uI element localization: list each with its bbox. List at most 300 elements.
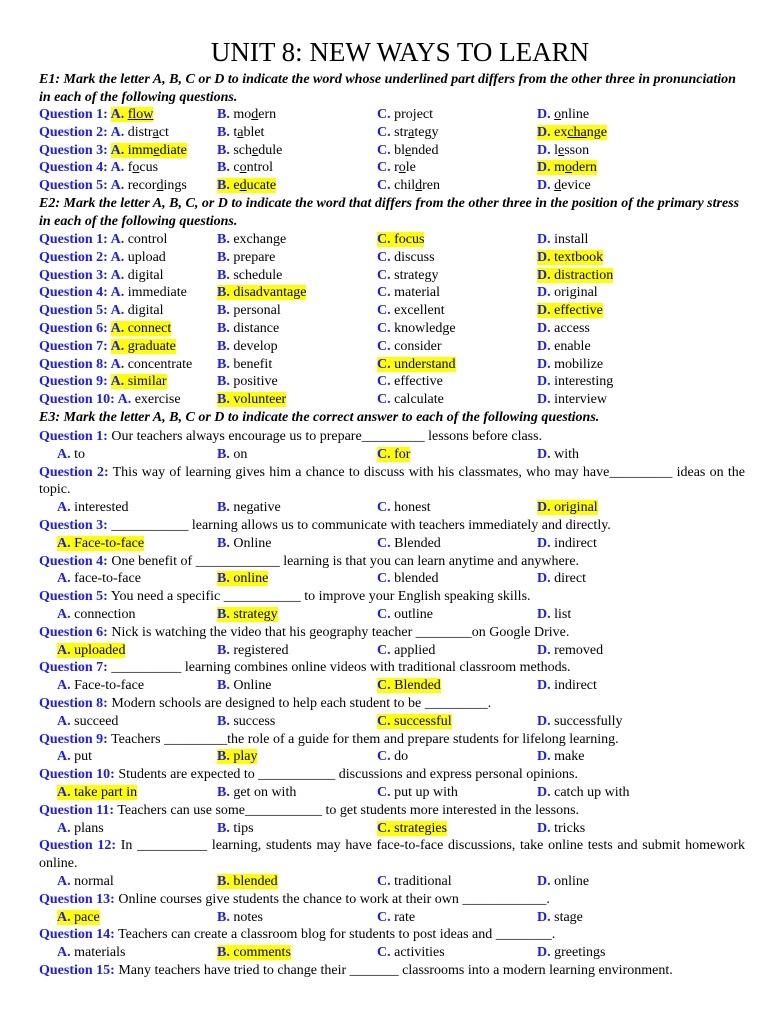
option-word: mobilize: [554, 356, 604, 372]
option-word: schedule: [233, 267, 283, 283]
option-word: negative: [233, 500, 281, 516]
answer-option: [39, 267, 163, 285]
answer-option: [39, 142, 187, 160]
option-word: make: [554, 749, 585, 765]
option-word: consider: [394, 338, 442, 354]
option-word: enable: [554, 338, 591, 354]
e1-question-row: [0, 177, 768, 195]
question-stem: [39, 517, 745, 535]
option-word: exercise: [134, 392, 181, 408]
option-word: uploaded: [74, 642, 126, 658]
underlined-part: d: [554, 178, 562, 194]
option-text: [377, 321, 456, 336]
option-letter: C.: [377, 232, 395, 247]
underlined-part: d: [156, 178, 164, 194]
answer-option: [39, 159, 158, 177]
option-text: [217, 910, 263, 925]
option-text: [377, 910, 415, 925]
option-letter: B.: [217, 571, 234, 587]
option-word: prepare: [233, 249, 276, 265]
option-letter: A.: [57, 571, 75, 587]
option-word: exchange: [233, 232, 287, 247]
answer-option: [217, 535, 271, 553]
answer-option: [377, 284, 440, 302]
word-part: ct: [158, 124, 169, 140]
option-text: [217, 160, 273, 175]
option-word: successful: [394, 713, 452, 729]
e3-options-row: [0, 606, 768, 624]
option-text: [57, 571, 141, 586]
answer-option: [39, 106, 153, 124]
correct-answer-highlight: [217, 178, 276, 193]
option-word: direct: [554, 571, 586, 587]
answer-option: [537, 338, 591, 356]
option-word: effective: [554, 303, 603, 319]
option-letter: C.: [377, 500, 395, 516]
answer-option: [537, 391, 607, 409]
word-part: ect: [416, 107, 434, 122]
question-label: Question 5:: [39, 178, 111, 194]
word-part: pro: [394, 107, 413, 122]
answer-option: [377, 124, 438, 142]
option-text: [111, 160, 158, 175]
e3-options-row: [0, 570, 768, 588]
option-letter: C.: [377, 713, 395, 729]
option-text: [377, 392, 444, 407]
question-text: Teachers can use some___________ to get students more interested in the lessons.: [114, 802, 580, 818]
answer-option: [537, 606, 571, 624]
option-letter: D.: [537, 374, 555, 390]
answer-option: [537, 446, 579, 464]
option-text: [111, 125, 169, 140]
option-letter: D.: [537, 267, 555, 283]
option-text: [217, 143, 282, 158]
option-text: [111, 285, 187, 300]
option-letter: D.: [537, 820, 555, 836]
option-text: [377, 178, 440, 193]
option-text: [377, 945, 445, 960]
option-letter: D.: [537, 392, 555, 408]
option-word: interview: [554, 392, 607, 408]
answer-option: [537, 177, 591, 195]
option-word: knowledge: [394, 321, 456, 336]
question-label: Question 14:: [39, 927, 115, 943]
e3-options-row: [0, 677, 768, 695]
option-letter: D.: [537, 749, 555, 765]
question-text: Nick is watching the video that his geography teacher ________on Google Drive.: [107, 624, 570, 640]
question-text: Our teachers always encourage us to prepare_________ lessons before class.: [107, 429, 543, 444]
correct-answer-highlight: [377, 821, 447, 836]
option-text: [377, 268, 438, 283]
word-part: nline: [561, 107, 590, 122]
option-text: [57, 447, 85, 462]
word-part: cus: [139, 160, 159, 176]
answer-option: [217, 570, 268, 588]
option-text: [111, 303, 164, 318]
option-text: [111, 250, 166, 265]
option-word: discuss: [394, 249, 435, 265]
option-letter: A.: [57, 945, 75, 961]
option-word: distance: [233, 321, 280, 336]
question-stem: [39, 962, 745, 980]
question-stem: [39, 624, 745, 642]
option-text: [377, 536, 441, 551]
e3-options-row: [0, 499, 768, 517]
option-letter: A.: [117, 392, 135, 408]
option-letter: C.: [377, 571, 395, 587]
answer-option: [537, 142, 589, 160]
answer-option: [537, 302, 603, 320]
word-part: m: [554, 160, 566, 176]
underlined-part: e: [558, 142, 565, 158]
option-letter: C.: [377, 285, 395, 301]
question-stem: [39, 837, 745, 873]
answer-option: [377, 820, 447, 838]
answer-option: [217, 446, 247, 464]
question-label: Question 5:: [39, 303, 111, 319]
option-word: blended: [233, 874, 278, 889]
answer-option: [377, 606, 433, 624]
option-text: [111, 357, 193, 372]
option-word: applied: [394, 642, 436, 658]
underlined-part: a: [237, 124, 244, 140]
correct-answer-highlight: [377, 357, 456, 372]
option-letter: C.: [377, 160, 395, 176]
option-text: [377, 285, 440, 300]
correct-answer-highlight: [217, 392, 286, 407]
option-word: list: [554, 607, 572, 622]
option-letter: D.: [537, 500, 555, 516]
word-part: dern: [572, 160, 597, 176]
option-word: develop: [233, 338, 278, 354]
option-letter: C.: [377, 820, 395, 836]
option-word: disadvantage: [233, 285, 307, 301]
option-text: [377, 339, 442, 354]
option-word: notes: [233, 909, 263, 925]
question-label: Question 5:: [39, 589, 108, 605]
option-letter: A.: [110, 338, 128, 354]
correct-answer-highlight: [111, 374, 167, 389]
word-part: nge: [586, 124, 607, 140]
option-word: digital: [127, 303, 164, 319]
option-letter: A.: [110, 285, 128, 301]
question-label: Question 6:: [39, 321, 111, 336]
option-word: plans: [74, 820, 104, 836]
option-letter: B.: [217, 820, 234, 836]
option-letter: C.: [377, 374, 395, 390]
underlined-part: o: [554, 107, 562, 122]
option-word: pace: [74, 909, 100, 925]
option-letter: C.: [377, 678, 395, 694]
option-text: [57, 714, 118, 729]
answer-option: [217, 391, 286, 409]
option-word: materials: [74, 945, 126, 961]
answer-option: [217, 944, 291, 962]
option-word: excellent: [394, 303, 445, 319]
underlined-part: d: [239, 178, 247, 194]
word-part: c: [233, 160, 240, 176]
correct-answer-highlight: [217, 571, 268, 586]
answer-option: [57, 784, 137, 802]
option-word: comments: [233, 945, 291, 961]
option-text: [537, 392, 607, 407]
word-part: recor: [127, 178, 157, 194]
option-text: [57, 607, 136, 622]
option-word: put: [74, 749, 93, 765]
option-letter: A.: [110, 374, 128, 390]
answer-option: [57, 713, 118, 731]
question-stem: [39, 464, 745, 500]
correct-answer-highlight: [57, 910, 100, 925]
option-letter: D.: [537, 874, 555, 889]
option-word: normal: [74, 874, 114, 889]
word-part: ings: [163, 178, 187, 194]
e3-options-row: [0, 748, 768, 766]
option-word: volunteer: [233, 392, 287, 408]
option-letter: B.: [217, 874, 234, 889]
word-part: ucate: [246, 178, 277, 194]
option-word: successfully: [554, 713, 623, 729]
answer-option: [57, 570, 141, 588]
option-letter: B.: [217, 535, 234, 551]
option-text: [217, 678, 271, 693]
option-letter: D.: [537, 642, 555, 658]
option-text: [537, 447, 579, 462]
option-letter: D.: [537, 607, 555, 622]
question-label: Question 8:: [39, 696, 108, 711]
question-text: This way of learning gives him a chance to discuss with his classmates, who may have_________ ideas on the topic.: [39, 464, 745, 498]
question-label: Question 2:: [39, 464, 109, 480]
option-letter: A.: [110, 232, 128, 247]
option-text: [111, 268, 164, 283]
word-part: chil: [394, 178, 416, 194]
option-letter: A.: [57, 607, 75, 622]
option-word: indirect: [554, 535, 597, 551]
answer-option: [377, 106, 433, 124]
option-letter: A.: [110, 249, 128, 265]
option-word: on: [233, 446, 248, 462]
option-text: [537, 178, 591, 193]
answer-option: [537, 284, 598, 302]
answer-option: [377, 748, 408, 766]
option-text: [537, 749, 584, 764]
option-word: Blended: [394, 535, 441, 551]
e3-options-row: [0, 873, 768, 891]
option-letter: B.: [217, 321, 234, 336]
option-text: [217, 821, 254, 836]
option-word: digital: [127, 267, 164, 283]
option-letter: C.: [377, 607, 395, 622]
option-letter: C.: [377, 785, 395, 800]
option-letter: A.: [110, 160, 128, 176]
answer-option: [537, 267, 613, 285]
question-text: Teachers _________the role of a guide for them and prepare students for lifelong learning.: [107, 731, 619, 747]
question-text: __________ learning combines online videos with traditional classroom methods.: [107, 660, 571, 676]
answer-option: [537, 873, 589, 891]
option-letter: C.: [377, 338, 395, 354]
answer-option: [39, 231, 167, 249]
question-label: Question 7:: [39, 338, 111, 354]
answer-option: [217, 713, 275, 731]
answer-option: [537, 159, 597, 177]
option-letter: C.: [377, 178, 395, 194]
option-text: [111, 232, 168, 247]
answer-option: [377, 338, 442, 356]
option-text: [537, 107, 589, 122]
question-label: Question 10:: [39, 767, 115, 783]
answer-option: [217, 873, 278, 891]
option-letter: A.: [110, 178, 128, 194]
option-letter: B.: [217, 374, 234, 390]
option-text: [118, 392, 181, 407]
option-text: [217, 268, 282, 283]
correct-answer-highlight: [217, 749, 257, 764]
e1-question-row: [0, 142, 768, 160]
option-text: [377, 160, 416, 175]
option-word: Face-to-face: [74, 535, 145, 551]
option-word: benefit: [233, 356, 273, 372]
answer-option: [217, 356, 272, 374]
answer-option: [537, 124, 607, 142]
option-text: [377, 143, 438, 158]
answer-option: [39, 320, 171, 338]
option-word: tricks: [554, 820, 586, 836]
option-word: honest: [394, 500, 431, 516]
e2-question-row: [0, 356, 768, 374]
option-word: do: [394, 749, 409, 765]
answer-option: [217, 106, 276, 124]
option-text: [57, 749, 92, 764]
correct-answer-highlight: [537, 160, 597, 175]
answer-option: [377, 142, 438, 160]
option-word: material: [394, 285, 440, 301]
option-word: original: [554, 500, 598, 516]
answer-option: [537, 642, 603, 660]
option-letter: D.: [537, 285, 555, 301]
answer-option: [377, 159, 416, 177]
answer-option: [57, 873, 114, 891]
question-label: Question 9:: [39, 374, 111, 390]
word-part: nded: [411, 142, 439, 158]
answer-option: [217, 642, 289, 660]
question-label: Question 9:: [39, 731, 108, 747]
answer-option: [537, 499, 598, 517]
underlined-part: o: [565, 160, 573, 176]
e3-options-row: [0, 820, 768, 838]
option-text: [537, 285, 598, 300]
answer-option: [39, 391, 181, 409]
option-letter: C.: [377, 142, 395, 158]
e3-options-row: [0, 909, 768, 927]
option-text: [57, 500, 129, 515]
option-word: Blended: [394, 678, 441, 694]
word-part: imm: [127, 142, 154, 158]
correct-answer-highlight: [111, 339, 176, 354]
option-word: upload: [127, 249, 166, 265]
option-word: graduate: [127, 338, 176, 354]
e2-question-row: [0, 320, 768, 338]
option-text: [537, 607, 571, 622]
option-letter: B.: [217, 749, 234, 765]
underlined-part: d: [251, 107, 259, 122]
option-letter: B.: [217, 607, 234, 622]
option-letter: D.: [537, 160, 555, 176]
option-letter: C.: [377, 909, 395, 925]
option-text: [217, 714, 275, 729]
answer-option: [377, 713, 452, 731]
option-text: [217, 339, 278, 354]
e3-options-row: [0, 642, 768, 660]
option-letter: B.: [217, 338, 234, 354]
answer-option: [39, 124, 169, 142]
question-stem: [39, 891, 745, 909]
answer-option: [377, 231, 424, 249]
option-word: concentrate: [127, 356, 193, 372]
option-word: succeed: [74, 713, 119, 729]
answer-option: [217, 373, 278, 391]
option-letter: D.: [537, 571, 555, 587]
e2-question-row: [0, 373, 768, 391]
correct-answer-highlight: [217, 874, 278, 889]
option-text: [217, 357, 272, 372]
option-letter: C.: [377, 107, 395, 122]
option-letter: D.: [537, 249, 555, 265]
option-text: [537, 339, 591, 354]
answer-option: [537, 748, 584, 766]
option-word: interested: [74, 500, 129, 516]
option-text: [377, 107, 433, 122]
answer-option: [377, 249, 435, 267]
option-text: [537, 374, 613, 389]
option-letter: A.: [57, 749, 75, 765]
correct-answer-highlight: [111, 321, 172, 336]
answer-option: [537, 677, 597, 695]
option-text: [537, 785, 630, 800]
underlined-part: a: [408, 124, 415, 140]
option-text: [377, 571, 438, 586]
option-word: stage: [554, 909, 583, 925]
option-letter: A.: [110, 303, 128, 319]
option-text: [537, 678, 597, 693]
option-letter: C.: [377, 392, 395, 408]
answer-option: [377, 267, 438, 285]
word-part: e: [233, 178, 240, 194]
option-letter: D.: [537, 321, 555, 336]
option-text: [537, 714, 623, 729]
correct-answer-highlight: [377, 232, 424, 247]
option-word: indirect: [554, 678, 597, 694]
question-label: Question 10:: [39, 392, 118, 408]
option-letter: D.: [537, 356, 555, 372]
answer-option: [217, 338, 278, 356]
question-label: Question 2:: [39, 249, 111, 265]
answer-option: [377, 356, 456, 374]
option-text: [217, 321, 279, 336]
option-letter: D.: [537, 107, 555, 122]
option-letter: A.: [110, 124, 128, 140]
option-word: catch up with: [554, 785, 630, 800]
option-letter: B.: [217, 909, 234, 925]
option-word: with: [554, 446, 580, 462]
option-text: [377, 374, 443, 389]
option-word: Online: [233, 535, 272, 551]
option-letter: D.: [537, 446, 555, 462]
option-text: [57, 678, 144, 693]
e3-options-row: [0, 944, 768, 962]
option-letter: B.: [217, 713, 234, 729]
underlined-part: e: [252, 142, 259, 158]
option-text: [217, 107, 276, 122]
